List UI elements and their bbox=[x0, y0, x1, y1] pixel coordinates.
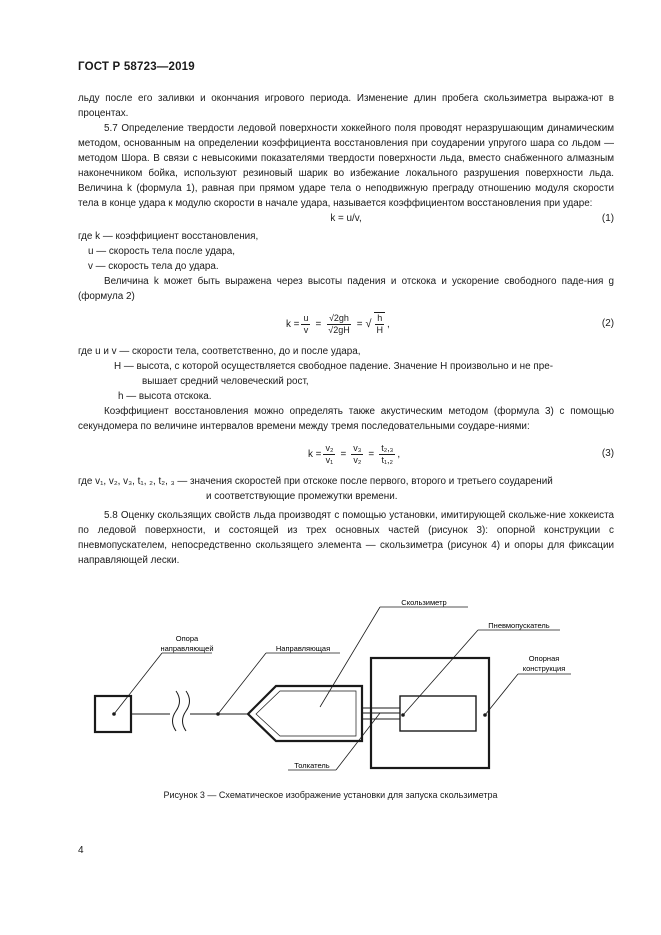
formula-2-radical-icon: √ bbox=[365, 317, 372, 330]
formula-2-v: v bbox=[303, 324, 309, 335]
formula-3-tail: , bbox=[397, 448, 401, 460]
formula-2-H: H bbox=[376, 325, 384, 335]
formula-3-frac-a bbox=[323, 443, 335, 466]
formula-2-expr bbox=[286, 304, 390, 344]
formula-3-expr bbox=[308, 434, 400, 474]
formula-1 bbox=[78, 211, 614, 229]
page-number: 4 bbox=[78, 845, 84, 856]
document-body bbox=[78, 91, 614, 568]
formula-2-frac-hH bbox=[374, 312, 386, 336]
definitions-2 bbox=[78, 344, 614, 404]
def-velocities-cont: и соответствующие промежутки времени. bbox=[206, 491, 398, 502]
def-k: где k — коэффициент восстановления, bbox=[78, 231, 259, 242]
label-skolz: Скользиметр bbox=[401, 598, 447, 607]
formula-2-tail: , bbox=[387, 318, 390, 330]
leader-opora bbox=[114, 653, 162, 714]
def-H: H — высота, с которой осуществляется свободное падение. Значение H произвольно и не пре- bbox=[114, 361, 553, 372]
formula-1-number: (1) bbox=[601, 213, 614, 224]
def-h: h — высота отскока. bbox=[118, 391, 212, 402]
label-tolk: Толкатель bbox=[294, 761, 330, 770]
leader-napr bbox=[218, 653, 266, 714]
formula-2-number: (2) bbox=[601, 318, 614, 329]
def-v: v — скорость тела до удара. bbox=[88, 261, 219, 272]
label-opora-1: Опора bbox=[175, 634, 199, 643]
formula-3-v3: v₃ bbox=[353, 442, 362, 453]
definitions-3 bbox=[78, 474, 614, 504]
def-H-cont: вышает средний человеческий рост, bbox=[142, 376, 309, 387]
doc-header-title: ГОСТ Р 58723—2019 bbox=[78, 61, 195, 73]
label-opora-2: направляющей bbox=[160, 644, 214, 653]
label-pnevmo: Пневмопускатель bbox=[488, 621, 550, 630]
formula-3-t23: t₂,₃ bbox=[381, 442, 394, 453]
formula-3 bbox=[78, 434, 614, 474]
formula-2-sqrt-num: √2gh bbox=[328, 312, 349, 323]
formula-2-eq: = bbox=[315, 318, 322, 330]
paragraph-5-7: 5.7 Определение твердости ледовой поверхности хоккейного поля проводят неразрушающим динамическим методом, основанным на определении коэффициента восстановления при соударении упругого шара со льдом — методом Шора. В связи с невысокими показателями твердости поверхности льда, вместо снабженного алмазным наконечником бойка, используют резиновый шарик во избежание локального разрушения поверхности льда. Величина k (формула 1), равная при прямом ударе тела о неподвижную преграду отношению модуля скорости тела в конце удара к модулю скорости в начале удара, называется коэффициентом восстановления при ударе: bbox=[78, 123, 614, 209]
pneumatic-launcher-box bbox=[400, 696, 476, 731]
formula-3-v2: v₂ bbox=[325, 442, 334, 453]
formula-2 bbox=[78, 304, 614, 344]
paragraph-5-8: 5.8 Оценку скользящих свойств льда производят с помощью установки, имитирующей скольже-ние хоккеиста по ледовой поверхности, и состоящей из трех основных частей (рисунок 3): опорной конструкции с пневмопускателем, непосредственно скользящего элемента — скользиметра (рисунок 4) и опоры для фиксации направляющей лески. bbox=[78, 510, 614, 566]
formula-3-frac-b bbox=[351, 443, 363, 466]
label-opkon-2: конструкция bbox=[522, 664, 566, 673]
formula-3-lhs: k = bbox=[308, 448, 322, 460]
def-velocities: где v₁, v₂, v₃, t₁, ₂, t₂, ₃ — значения скоростей при отскоке после первого, второго и третьего соударений bbox=[78, 476, 553, 487]
formula-3-v2b: v₂ bbox=[353, 454, 362, 465]
figure-3-caption: Рисунок 3 — Схематическое изображение установки для запуска скользиметра bbox=[163, 790, 498, 800]
formula-3-eq: = bbox=[340, 448, 347, 460]
def-uv: где u и v — скорости тела, соответственно, до и после удара, bbox=[78, 346, 361, 357]
figure-3-diagram bbox=[0, 595, 661, 780]
formula-2-u: u bbox=[303, 312, 309, 323]
label-opkon-1: Опорная bbox=[528, 654, 560, 663]
formula-3-v1: v₁ bbox=[325, 454, 334, 465]
slider-inner bbox=[256, 691, 356, 736]
formula-3-frac-c bbox=[379, 443, 395, 466]
formula-2-sqrt-den: √2gH bbox=[328, 324, 350, 335]
break-mark-2 bbox=[183, 691, 190, 731]
formula-2-eq2: = bbox=[356, 318, 363, 330]
formula-3-t12: t₁,₂ bbox=[381, 454, 394, 465]
formula-2-frac-uv bbox=[301, 313, 310, 336]
formula-3-number: (3) bbox=[601, 448, 614, 459]
leader-pnevmo bbox=[403, 630, 478, 715]
formula-2-h: h bbox=[377, 313, 383, 323]
formula-3-eq2: = bbox=[368, 448, 375, 460]
label-napr: Направляющая bbox=[275, 644, 331, 653]
break-mark-1 bbox=[173, 691, 180, 731]
paragraph-k-heights: Величина k может быть выражена через высоты падения и отскока и ускорение свободного паде-ния g (формула 2) bbox=[78, 276, 614, 302]
definitions-1 bbox=[78, 229, 614, 274]
paragraph-intro: льду после его заливки и окончания игрового периода. Изменение длин пробега скользиметра выража-ют в процентах. bbox=[78, 93, 614, 119]
formula-2-frac-sqrt bbox=[326, 313, 351, 336]
slider-body bbox=[248, 686, 362, 741]
formula-1-expr: k = u/v, bbox=[330, 213, 362, 224]
paragraph-acoustic: Коэффициент восстановления можно определять также акустическим методом (формула 3) с помощью секундомера по величине интервалов времени между тремя последовательными соударе-ниями: bbox=[78, 406, 614, 432]
formula-2-lhs: k = bbox=[286, 318, 300, 330]
def-u: u — скорость тела после удара, bbox=[88, 246, 235, 257]
